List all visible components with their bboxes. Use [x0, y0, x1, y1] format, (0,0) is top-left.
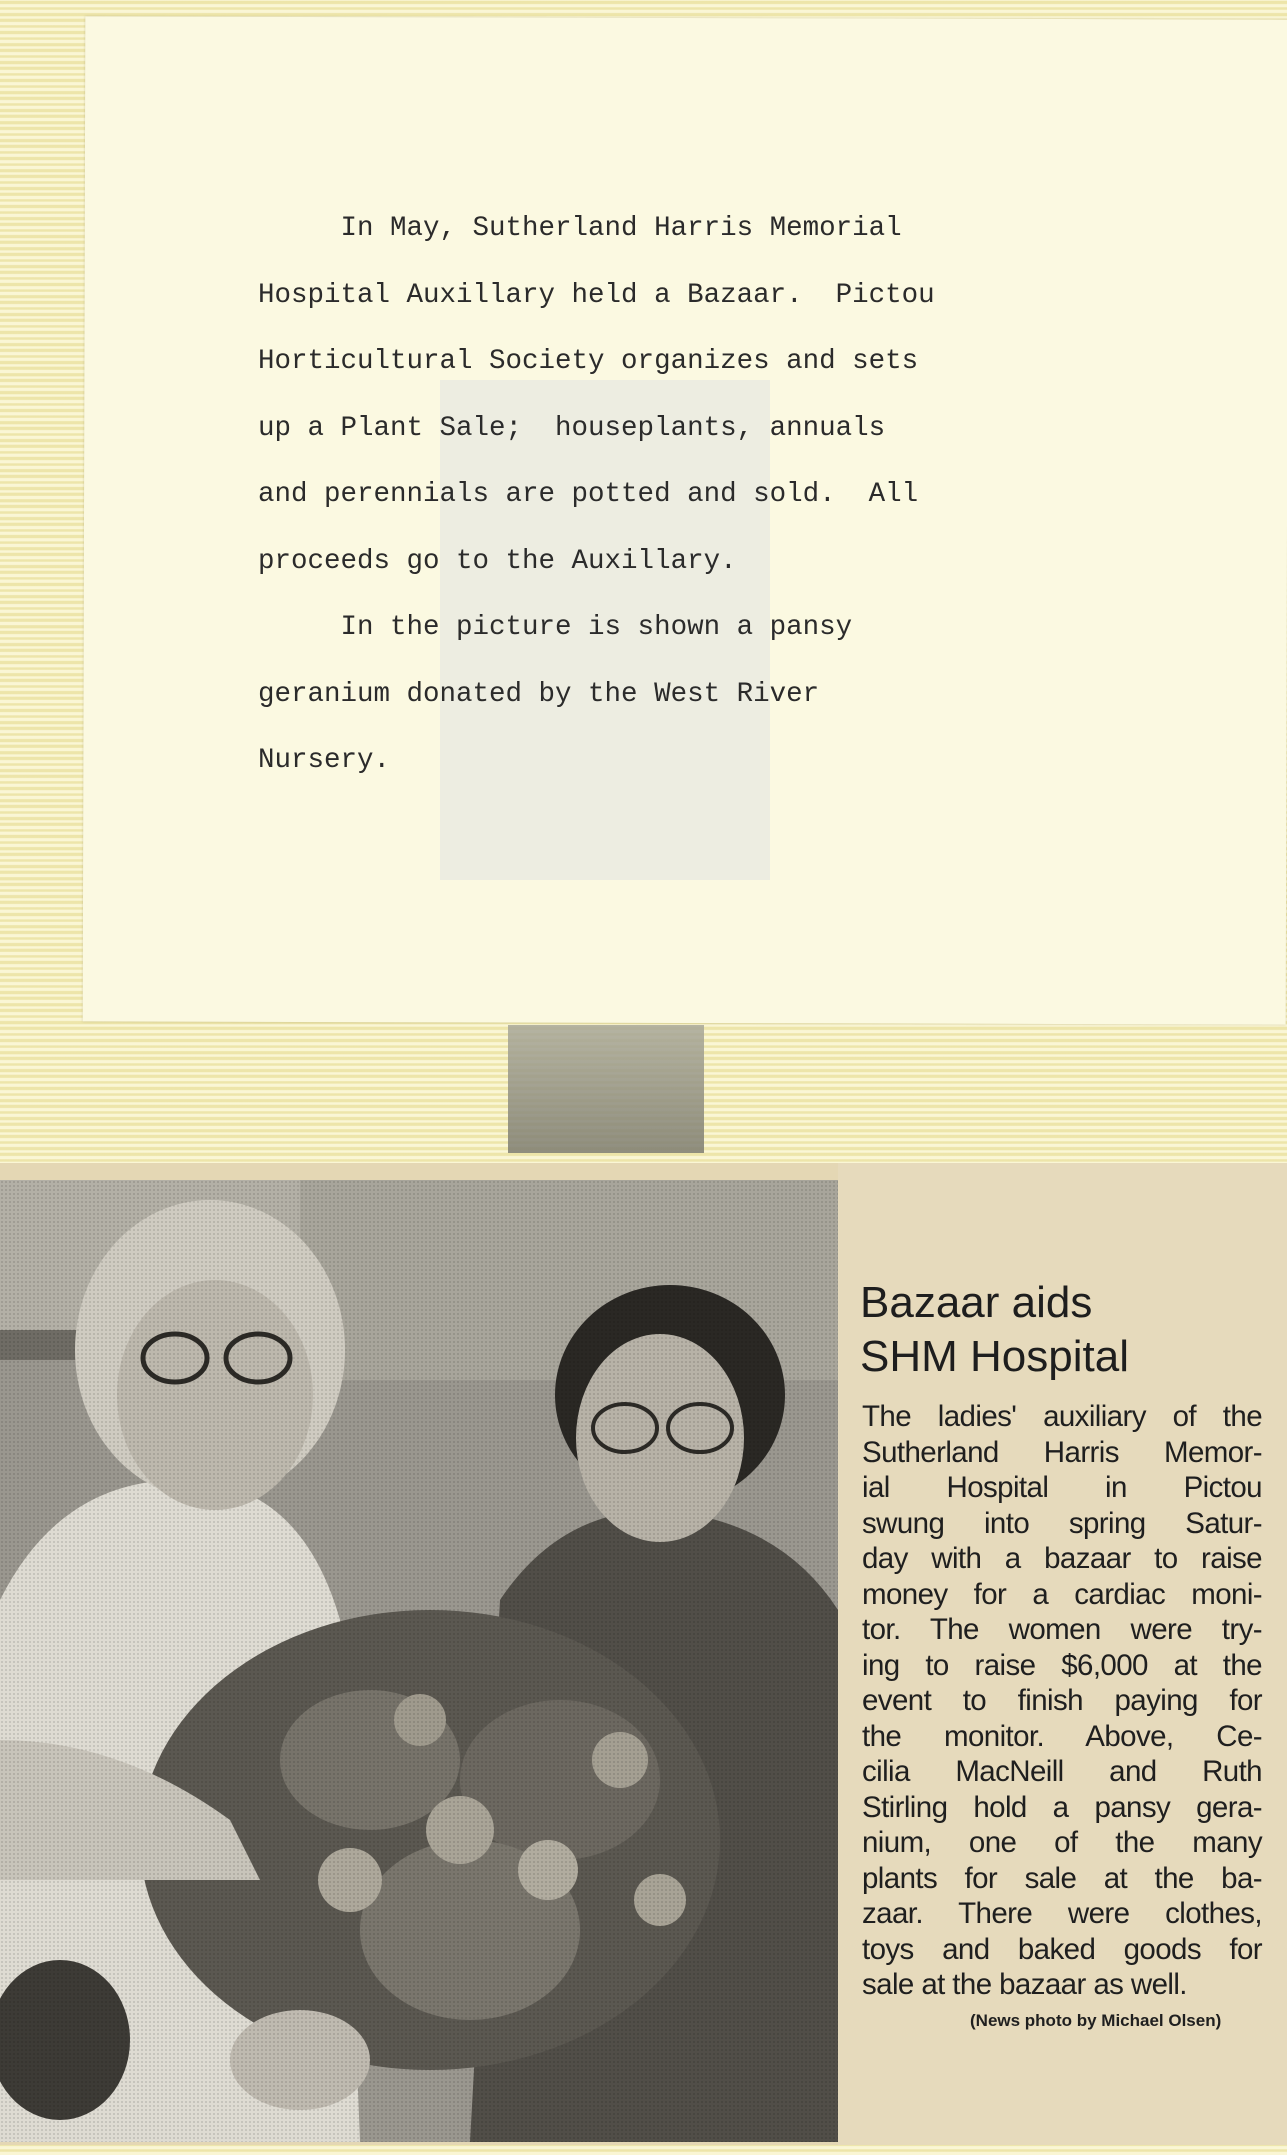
body-line: Sutherland Harris Memor-	[862, 1435, 1262, 1469]
body-line: zaar. There were clothes,	[862, 1897, 1262, 1930]
body-line: cilia MacNeill and Ruth	[862, 1755, 1262, 1788]
article-headline	[860, 1276, 1280, 1384]
body-line: event to finish paying for	[862, 1684, 1262, 1717]
note-line: Hospital Auxillary held a Bazaar. Pictou	[258, 279, 935, 311]
typed-note-text	[258, 196, 1158, 795]
body-line: the monitor. Above, Ce-	[862, 1719, 1262, 1753]
body-line: day with a bazaar to raise	[862, 1542, 1262, 1575]
newspaper-photo	[0, 1180, 840, 2142]
headline-line: Bazaar aids	[860, 1278, 1093, 1327]
body-line: toys and baked goods for	[862, 1932, 1262, 1966]
note-line: and perennials are potted and sold. All	[258, 479, 919, 510]
headline-line: SHM Hospital	[860, 1332, 1129, 1381]
note-line: Nursery.	[258, 745, 391, 776]
tape-strip	[508, 1025, 704, 1153]
note-line: proceeds go to the Auxillary.	[258, 545, 737, 577]
body-line: tor. The women were try-	[862, 1613, 1262, 1646]
note-line: up a Plant Sale; houseplants, annuals	[258, 412, 886, 444]
body-line: swung into spring Satur-	[862, 1506, 1262, 1540]
photo-credit: (News photo by Michael Olsen)	[970, 2011, 1222, 2030]
note-line: Horticultural Society organizes and sets	[258, 346, 919, 377]
body-line: Stirling hold a pansy gera-	[862, 1790, 1262, 1824]
body-line: nium, one of the many	[862, 1826, 1262, 1859]
note-line: geranium donated by the West River	[258, 678, 820, 710]
body-line: plants for sale at the ba-	[862, 1861, 1262, 1895]
body-line: The ladies' auxiliary of the	[862, 1400, 1262, 1433]
body-line: ing to raise $6,000 at the	[862, 1648, 1262, 1682]
body-line: ial Hospital in Pictou	[862, 1471, 1262, 1504]
article-body	[862, 1399, 1262, 2003]
body-line: money for a cardiac moni-	[862, 1577, 1262, 1611]
note-line: In May, Sutherland Harris Memorial	[258, 213, 902, 244]
article-column	[838, 1163, 1287, 2145]
photo-illustration	[0, 1180, 838, 2142]
note-line: In the picture is shown a pansy	[258, 612, 853, 643]
body-line: sale at the bazaar as well.	[862, 1968, 1187, 2001]
